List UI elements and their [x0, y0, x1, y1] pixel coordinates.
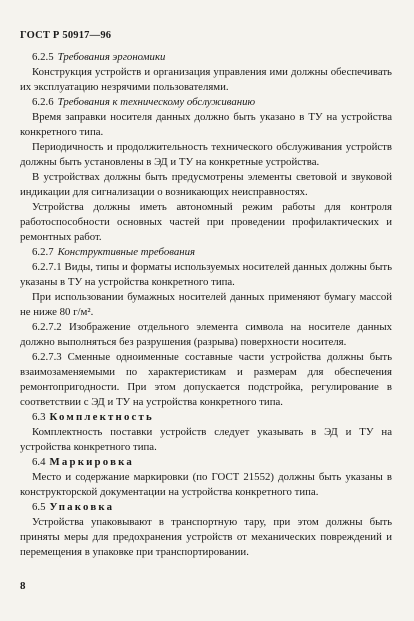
section-number: 6.2.5: [32, 51, 54, 63]
section-number: 6.5: [32, 501, 46, 513]
paragraph: Комплектность поставки устройств следует указывать в ЭД и ТУ на устройства конкретного типа.: [20, 426, 392, 453]
paragraph: При использовании бумажных носителей данных применяют бумагу массой не ниже 80 г/м².: [20, 291, 392, 318]
section-heading-6-5: [20, 500, 392, 515]
section-heading-6-3: [20, 410, 392, 425]
paragraph: 6.2.7.3 Сменные одноименные составные части устройства должны быть взаимозаменяемыми по характеристикам и размерам для обеспечения ремонтопригодности. При этом допускается подстройка, регулирование в соответствии с ЭД и ТУ на устройства конкретного типа.: [20, 351, 392, 408]
section-title: Маркировка: [49, 456, 134, 468]
paragraph: Устройства упаковывают в транспортную тару, при этом должны быть приняты меры для предохранения устройств от механических повреждений и перемещения в упаковке при транспортировании.: [20, 516, 392, 558]
section-number: 6.3: [32, 411, 46, 423]
section-heading-6-4: [20, 455, 392, 470]
section-title: Требования к техническому обслуживанию: [57, 96, 256, 108]
section-title: Требования эргономики: [57, 51, 166, 63]
paragraph: 6.2.7.2 Изображение отдельного элемента символа на носителе данных должно выполняться без разрушения (разрыва) поверхности носителя.: [20, 321, 392, 348]
paragraph: Устройства должны иметь автономный режим работы для контроля работоспособности основных частей при проведении профилактических и ремонтных работ.: [20, 201, 392, 243]
section-heading-6-2-7: [20, 245, 392, 260]
section-title: Комплектность: [49, 411, 154, 423]
section-heading-6-2-6: [20, 95, 392, 110]
paragraph: В устройствах должны быть предусмотрены элементы световой и звуковой индикации для сигнализации о возникающих неисправностях.: [20, 171, 392, 198]
section-number: 6.2.6: [32, 96, 54, 108]
section-heading-6-2-5: [20, 50, 392, 65]
section-title: Упаковка: [49, 501, 115, 513]
paragraph: Конструкция устройств и организация управления ими должны обеспечивать их эксплуатацию незрячими пользователями.: [20, 66, 392, 93]
paragraph: 6.2.7.1 Виды, типы и форматы используемых носителей данных должны быть указаны в ТУ на устройства конкретного типа.: [20, 261, 392, 288]
section-title: Конструктивные требования: [57, 246, 196, 258]
section-number: 6.2.7: [32, 246, 54, 258]
page-number: 8: [20, 580, 26, 592]
document-header: ГОСТ Р 50917—96: [20, 30, 112, 41]
document-body: [20, 50, 392, 560]
paragraph: Место и содержание маркировки (по ГОСТ 21552) должны быть указаны в конструкторской документации на устройства конкретного типа.: [20, 471, 392, 498]
paragraph: Периодичность и продолжительность технического обслуживания устройств должны быть установлены в ЭД и ТУ на конкретные устройства.: [20, 141, 392, 168]
section-number: 6.4: [32, 456, 46, 468]
paragraph: Время заправки носителя данных должно быть указано в ТУ на устройства конкретного типа.: [20, 111, 392, 138]
